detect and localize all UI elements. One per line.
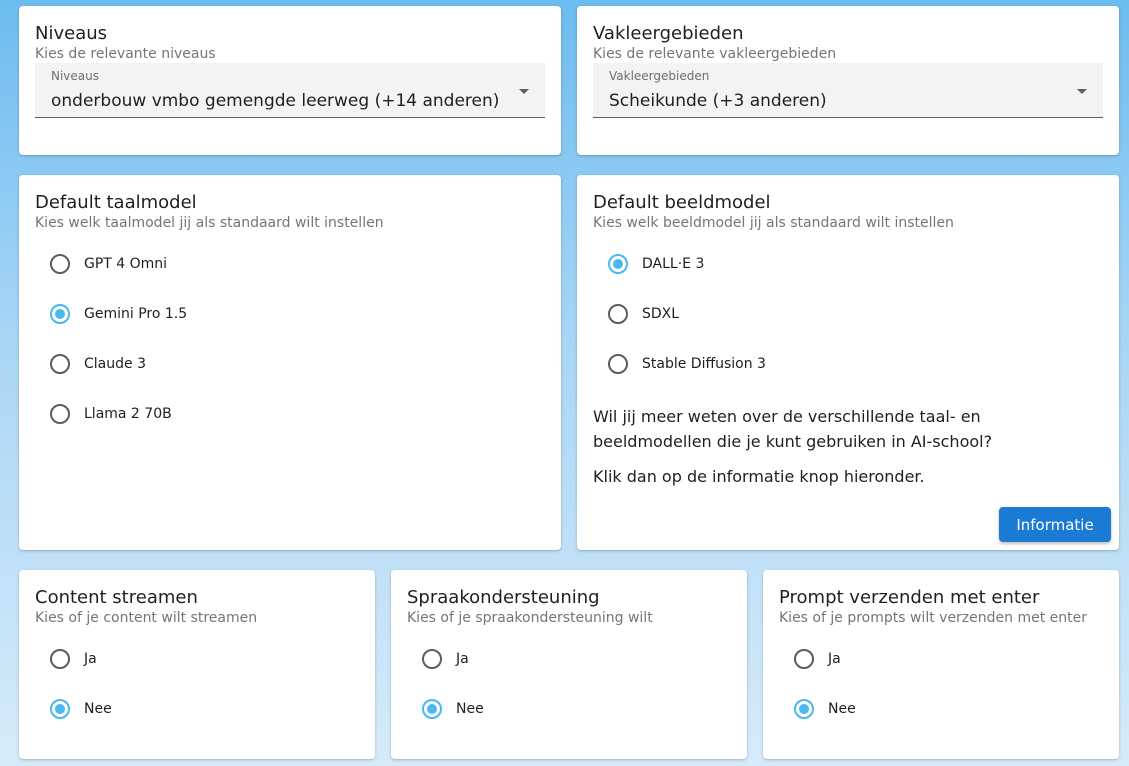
info-hint: Klik dan op de informatie knop hieronder. [593, 467, 925, 486]
radio-option-claude3[interactable] [35, 339, 545, 389]
radio-option-dalle3[interactable] [593, 239, 1103, 289]
radio-checked-icon[interactable] [422, 699, 442, 719]
vakleergebieden-select-label: Vakleergebieden [609, 69, 710, 83]
niveaus-select[interactable] [35, 63, 545, 118]
radio-label: Nee [84, 701, 112, 717]
radio-label: Gemini Pro 1.5 [84, 306, 188, 322]
radio-unchecked-icon[interactable] [422, 649, 442, 669]
radio-label: Ja [456, 651, 469, 667]
vakleergebieden-select-value: Scheikunde (+3 anderen) [609, 91, 827, 111]
radio-option-nee[interactable] [779, 684, 1103, 734]
vakleergebieden-subtitle: Kies de relevante vakleergebieden [593, 46, 837, 62]
taalmodel-card [19, 175, 561, 550]
radio-option-llama2[interactable] [35, 389, 545, 439]
radio-option-ja[interactable] [35, 634, 359, 684]
enter-subtitle: Kies of je prompts wilt verzenden met enter [779, 610, 1087, 626]
spraak-radio-group [407, 634, 731, 734]
radio-unchecked-icon[interactable] [608, 354, 628, 374]
chevron-down-icon [519, 89, 529, 94]
radio-label: SDXL [642, 306, 680, 322]
radio-label: Claude 3 [84, 356, 146, 372]
radio-option-geminipro[interactable] [35, 289, 545, 339]
radio-option-sdxl[interactable] [593, 289, 1103, 339]
radio-checked-icon[interactable] [50, 699, 70, 719]
radio-option-ja[interactable] [779, 634, 1103, 684]
radio-option-ja[interactable] [407, 634, 731, 684]
vakleergebieden-title: Vakleergebieden [593, 23, 744, 44]
niveaus-select-value: onderbouw vmbo gemengde leerweg (+14 anderen) [51, 91, 500, 111]
radio-label: Nee [828, 701, 856, 717]
taalmodel-subtitle: Kies welk taalmodel jij als standaard wilt instellen [35, 215, 384, 231]
radio-checked-icon[interactable] [608, 254, 628, 274]
spraak-card [391, 570, 747, 759]
informatie-button[interactable]: Informatie [999, 507, 1111, 542]
spraak-subtitle: Kies of je spraakondersteuning wilt [407, 610, 653, 626]
radio-checked-icon[interactable] [794, 699, 814, 719]
niveaus-title: Niveaus [35, 23, 108, 44]
radio-label: Nee [456, 701, 484, 717]
beeldmodel-card [577, 175, 1119, 550]
radio-option-gpt4omni[interactable] [35, 239, 545, 289]
radio-label: Ja [828, 651, 841, 667]
streamen-subtitle: Kies of je content wilt streamen [35, 610, 258, 626]
chevron-down-icon [1077, 89, 1087, 94]
radio-unchecked-icon[interactable] [50, 649, 70, 669]
beeldmodel-subtitle: Kies welk beeldmodel jij als standaard wilt instellen [593, 215, 954, 231]
radio-unchecked-icon[interactable] [50, 404, 70, 424]
radio-option-stablediffusion3[interactable] [593, 339, 1103, 389]
radio-checked-icon[interactable] [50, 304, 70, 324]
taalmodel-title: Default taalmodel [35, 192, 197, 213]
radio-label: Stable Diffusion 3 [642, 356, 766, 372]
radio-unchecked-icon[interactable] [794, 649, 814, 669]
radio-option-nee[interactable] [407, 684, 731, 734]
radio-unchecked-icon[interactable] [608, 304, 628, 324]
radio-label: GPT 4 Omni [84, 256, 168, 272]
beeldmodel-radio-group [593, 239, 1103, 389]
radio-label: DALL·E 3 [642, 256, 705, 272]
radio-unchecked-icon[interactable] [50, 254, 70, 274]
info-text: Wil jij meer weten over de verschillende taal- en beeldmodellen die je kunt gebruiken in AI-school? [593, 407, 993, 451]
niveaus-card [19, 6, 561, 155]
radio-option-nee[interactable] [35, 684, 359, 734]
enter-title: Prompt verzenden met enter [779, 587, 1040, 608]
niveaus-select-label: Niveaus [51, 69, 100, 83]
radio-label: Llama 2 70B [84, 406, 172, 422]
streamen-card [19, 570, 375, 759]
streamen-radio-group [35, 634, 359, 734]
taalmodel-radio-group [35, 239, 545, 439]
spraak-title: Spraakondersteuning [407, 587, 600, 608]
niveaus-subtitle: Kies de relevante niveaus [35, 46, 216, 62]
vakleergebieden-select[interactable] [593, 63, 1103, 118]
radio-unchecked-icon[interactable] [50, 354, 70, 374]
beeldmodel-title: Default beeldmodel [593, 192, 771, 213]
radio-label: Ja [84, 651, 97, 667]
vakleergebieden-card [577, 6, 1119, 155]
enter-radio-group [779, 634, 1103, 734]
enter-card [763, 570, 1119, 759]
streamen-title: Content streamen [35, 587, 198, 608]
